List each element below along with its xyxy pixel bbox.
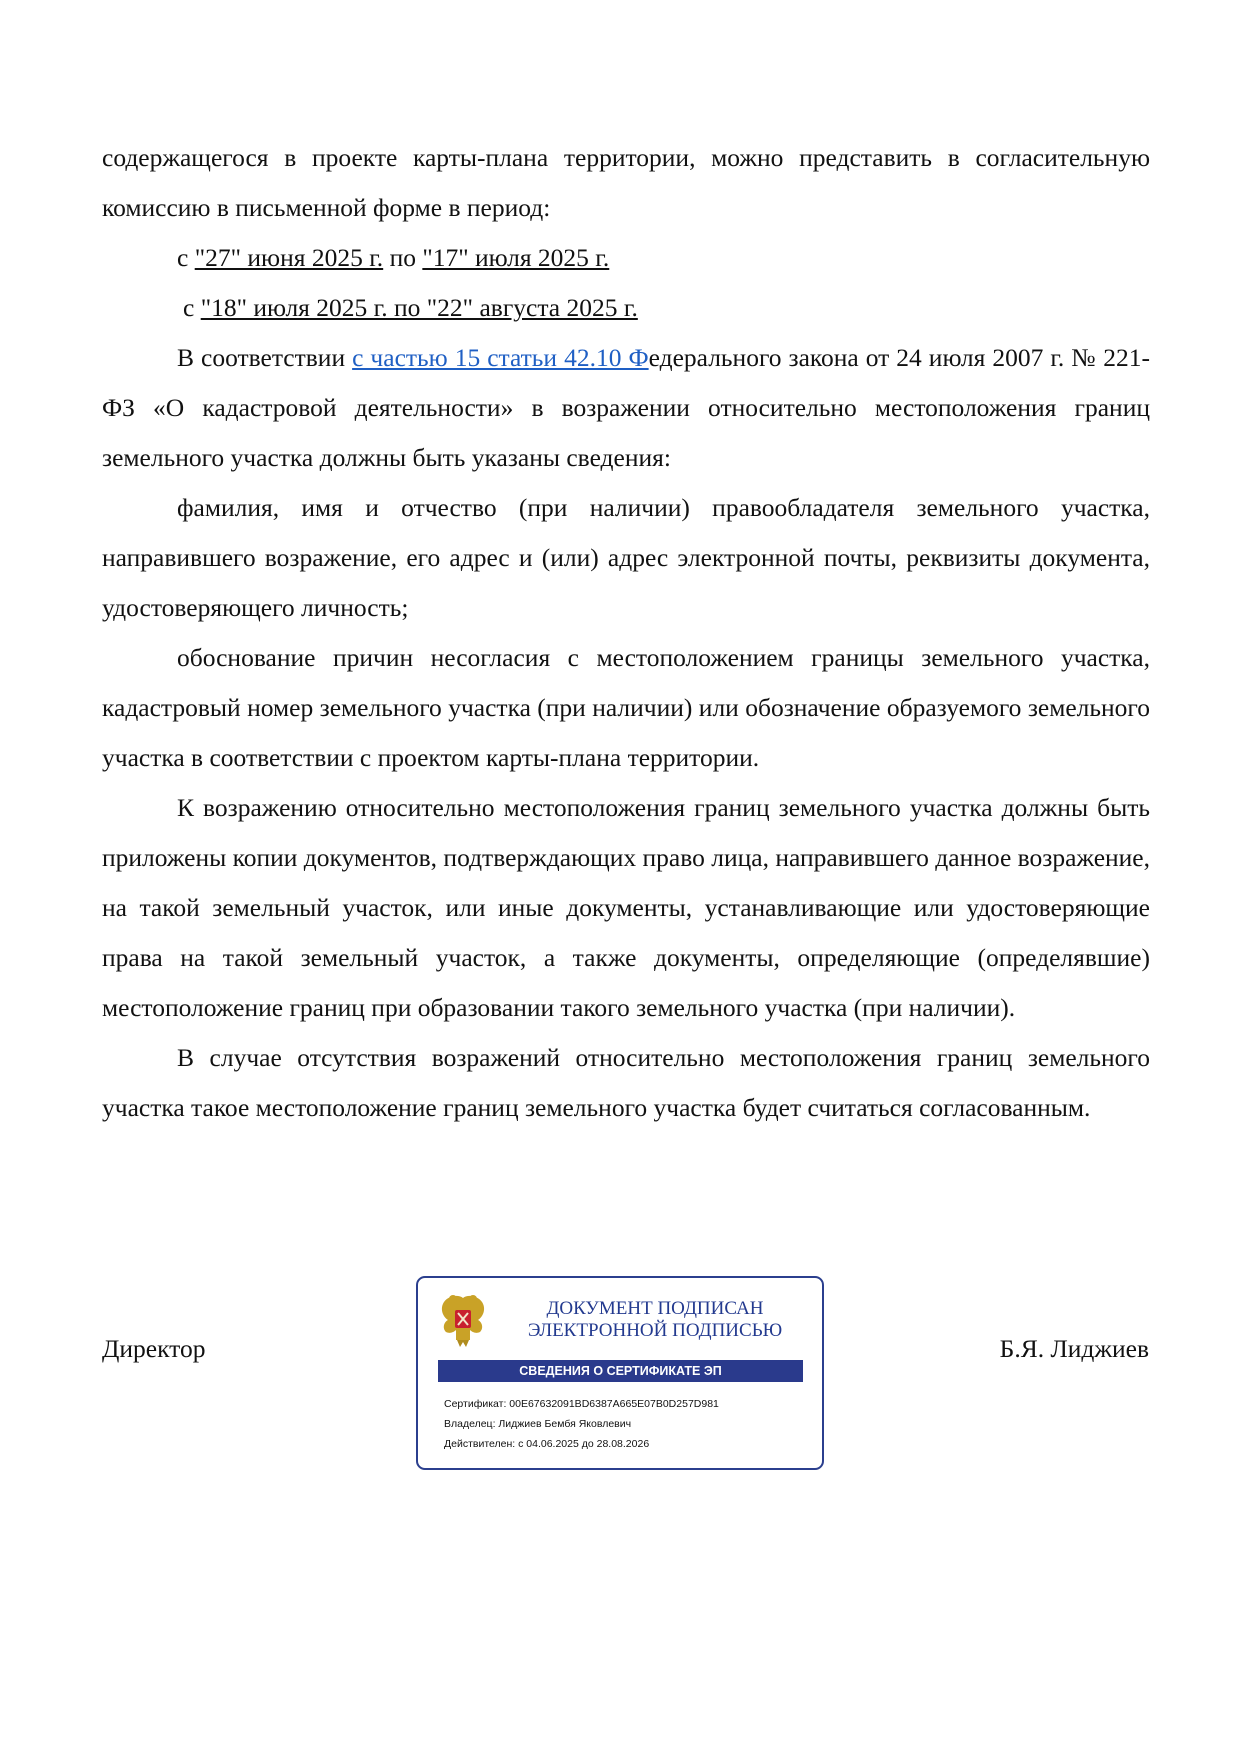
- period-1-date-to: "17" июля 2025 г.: [422, 243, 610, 272]
- period-2-dates: "18" июля 2025 г. по "22" августа 2025 г.: [200, 293, 638, 322]
- law-article-link[interactable]: с частью 15 статьи 42.10 Ф: [352, 343, 649, 372]
- period-line-2: с "18" июля 2025 г. по "22" августа 2025 г.: [183, 293, 638, 322]
- paragraph-no-objections: В случае отсутствия возражений относительно местоположения границ земельного участка такое местоположение границ земельного участка будет считаться согласованным.: [102, 1043, 1150, 1122]
- paragraph-requirement-identity: фамилия, имя и отчество (при наличии) правообладателя земельного участка, направившего возражение, его адрес и (или) адрес электронной почты, реквизиты документа, удостоверяющего личность;: [102, 493, 1150, 622]
- stamp-details: [444, 1394, 719, 1454]
- paragraph-period-intro: содержащегося в проекте карты-плана территории, можно представить в согласительную комиссию в письменной форме в период:: [102, 143, 1150, 222]
- stamp-certificate-header: СВЕДЕНИЯ О СЕРТИФИКАТЕ ЭП: [438, 1360, 803, 1382]
- signature-position: Директор: [102, 1334, 206, 1363]
- electronic-signature-stamp: [416, 1276, 824, 1470]
- stamp-title: ДОКУМЕНТ ПОДПИСАН ЭЛЕКТРОННОЙ ПОДПИСЬЮ: [527, 1298, 783, 1341]
- stamp-owner: Владелец: Лиджиев Бембя Яковлевич: [444, 1418, 632, 1430]
- stamp-validity: Действителен: с 04.06.2025 до 28.08.2026: [444, 1438, 650, 1450]
- paragraph-requirement-reason: обоснование причин несогласия с местоположением границы земельного участка, кадастровый номер земельного участка (при наличии) или обозначение образуемого земельного участка в соответствии с проектом карты-плана территории.: [102, 643, 1150, 772]
- paragraph-attachments: К возражению относительно местоположения границ земельного участка должны быть приложены копии документов, подтверждающих право лица, направившего данное возражение, на такой земельный участок, или иные документы, устанавливающие или удостоверяющие права на такой земельный участок, а также документы, определяющие (определявшие) местоположение границ при образовании такого земельного участка (при наличии).: [102, 793, 1150, 1022]
- document-body: [102, 133, 1150, 1133]
- period-line-1: с "27" июня 2025 г. по "17" июля 2025 г.: [177, 243, 610, 272]
- russian-coat-of-arms-icon: [436, 1290, 490, 1350]
- stamp-certificate-number: Сертификат: 00E67632091BD6387A665E07B0D257D981: [444, 1398, 719, 1410]
- paragraph-law-reference: В соответствии с частью 15 статьи 42.10 Федерального закона от 24 июля 2007 г. № 221-ФЗ «О кадастровой деятельности» в возражении относительно местоположения границ земельного участка должны быть указаны сведения:: [102, 343, 1150, 472]
- signature-name: Б.Я. Лиджиев: [999, 1334, 1149, 1363]
- period-1-date-from: "27" июня 2025 г.: [194, 243, 384, 272]
